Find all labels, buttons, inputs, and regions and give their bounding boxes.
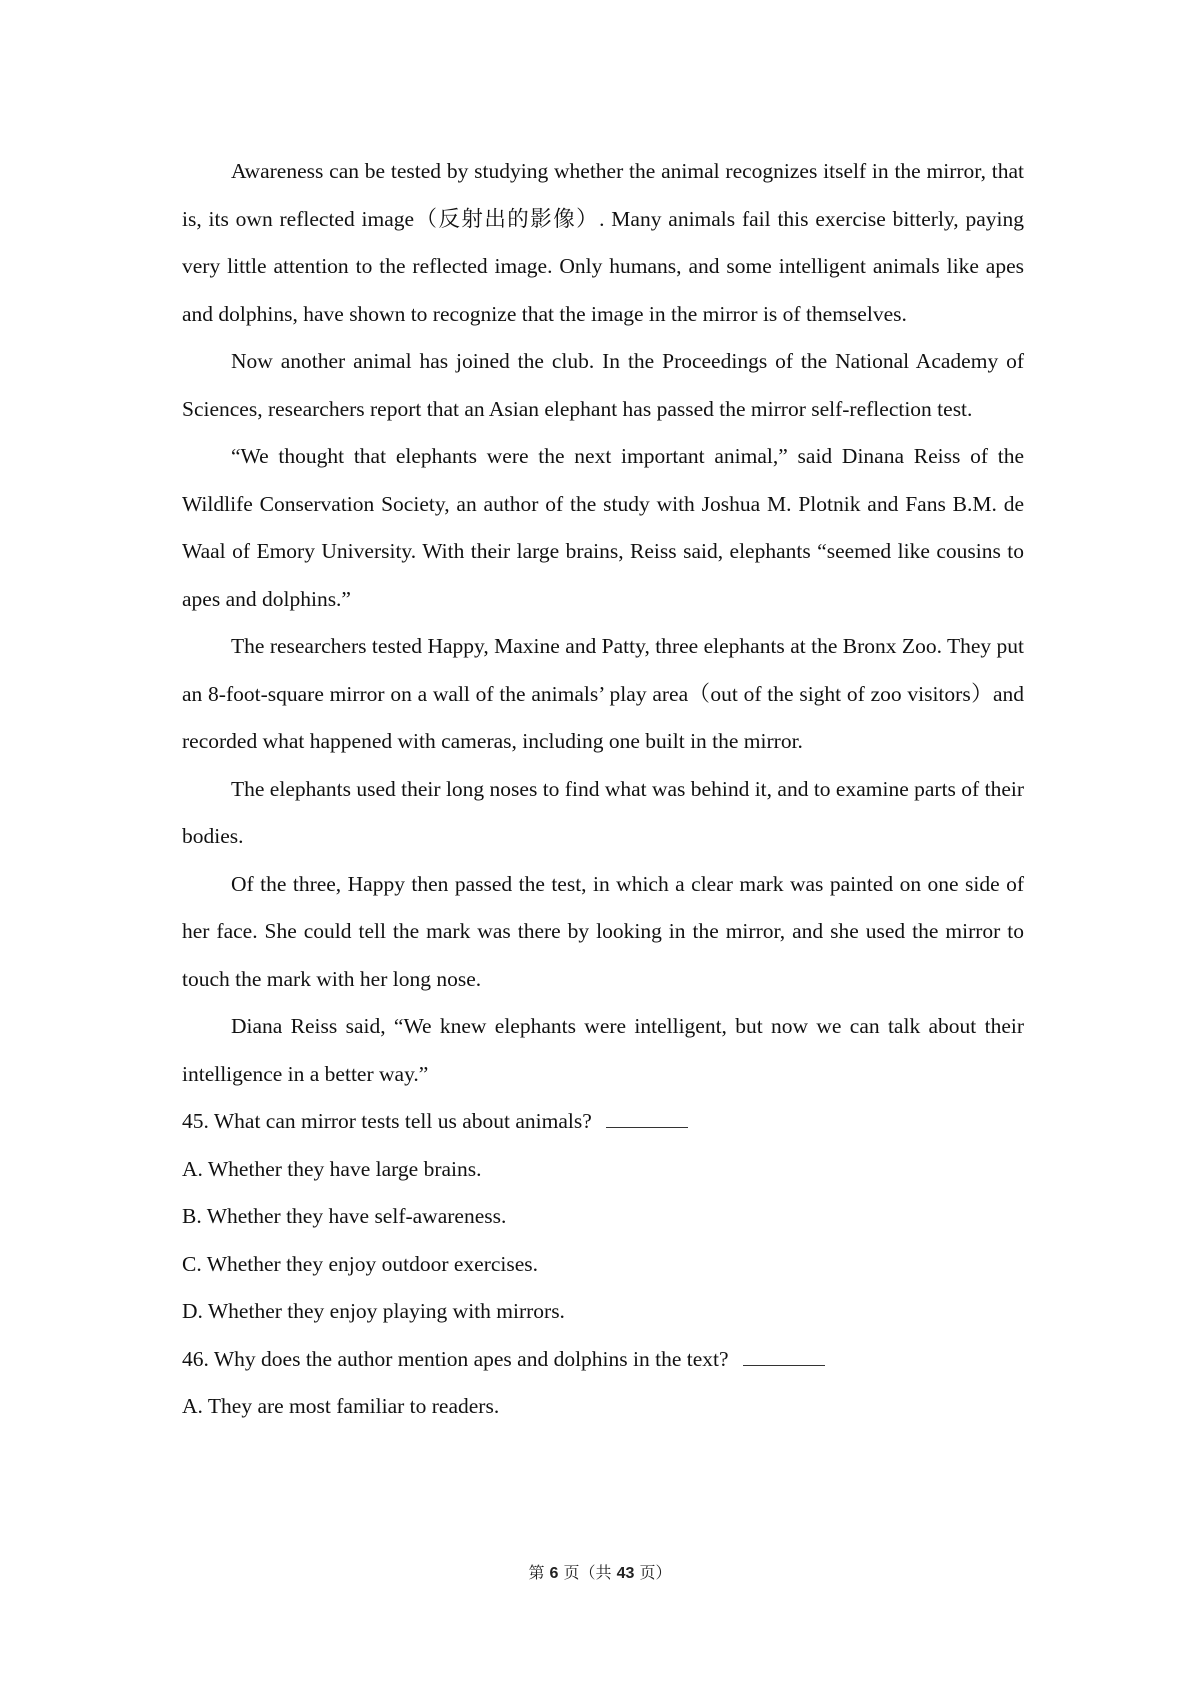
question-46-stem: 46. Why does the author mention apes and dolphins in the text? bbox=[182, 1346, 729, 1371]
option-c: C. Whether they enjoy outdoor exercises. bbox=[182, 1251, 539, 1276]
paragraph-4: The researchers tested Happy, Maxine and Patty, three elephants at the Bronx Zoo. They put an 8-foot-square mirror on a wall of the animals’ play area（out of the sight of zoo visitors）and recorded what happened with cameras, including one built in the mirror. bbox=[182, 634, 1024, 753]
answer-blank bbox=[606, 1109, 688, 1128]
question-stem bbox=[182, 1336, 1024, 1384]
paragraph-7: Diana Reiss said, “We knew elephants were intelligent, but now we can talk about their intelligence in a better way.” bbox=[182, 1014, 1024, 1086]
footer-suffix: 页） bbox=[634, 1563, 672, 1582]
option-d: D. Whether they enjoy playing with mirrors. bbox=[182, 1299, 565, 1323]
paragraph-5: The elephants used their long noses to find what was behind it, and to examine parts of their bodies. bbox=[182, 776, 1024, 848]
paragraph-2: Now another animal has joined the club. In the Proceedings of the National Academy of Sciences, researchers report that an Asian elephant has passed the mirror self-reflection test. bbox=[182, 349, 1024, 421]
question-stem bbox=[182, 1098, 1024, 1146]
answer-blank bbox=[743, 1347, 825, 1366]
footer-middle: 页（共 bbox=[558, 1563, 617, 1582]
passage-body bbox=[182, 148, 1024, 1431]
paragraph-1: Awareness can be tested by studying whether the animal recognizes itself in the mirror, that is, its own reflected image（反射出的影像）. Many animals fail this exercise bitterly, paying very little attention to the reflected image. Only humans, and some intelligent animals like apes and dolphins, have shown to recognize that the image in the mirror is of themselves. bbox=[182, 159, 1024, 326]
paragraph-6: Of the three, Happy then passed the test, in which a clear mark was painted on one side of her face. She could tell the mark was there by looking in the mirror, and she used the mirror to touch the mark with her long nose. bbox=[182, 871, 1024, 991]
current-page-number: 6 bbox=[549, 1565, 559, 1582]
question-45 bbox=[182, 1098, 1024, 1336]
total-pages-number: 43 bbox=[616, 1565, 635, 1582]
option-a: A. Whether they have large brains. bbox=[182, 1156, 482, 1181]
paragraph-3: “We thought that elephants were the next important animal,” said Dinana Reiss of the Wildlife Conservation Society, an author of the study with Joshua M. Plotnik and Fans B.M. de Waal of Emory University. With their large brains, Reiss said, elephants “seemed like cousins to apes and dolphins.” bbox=[182, 444, 1024, 611]
question-45-stem: 45. What can mirror tests tell us about animals? bbox=[182, 1109, 592, 1133]
option-a: A. They are most familiar to readers. bbox=[182, 1394, 500, 1418]
page-footer bbox=[0, 1560, 1200, 1583]
footer-prefix: 第 bbox=[528, 1563, 550, 1582]
question-46 bbox=[182, 1336, 1024, 1431]
option-b: B. Whether they have self-awareness. bbox=[182, 1204, 507, 1228]
